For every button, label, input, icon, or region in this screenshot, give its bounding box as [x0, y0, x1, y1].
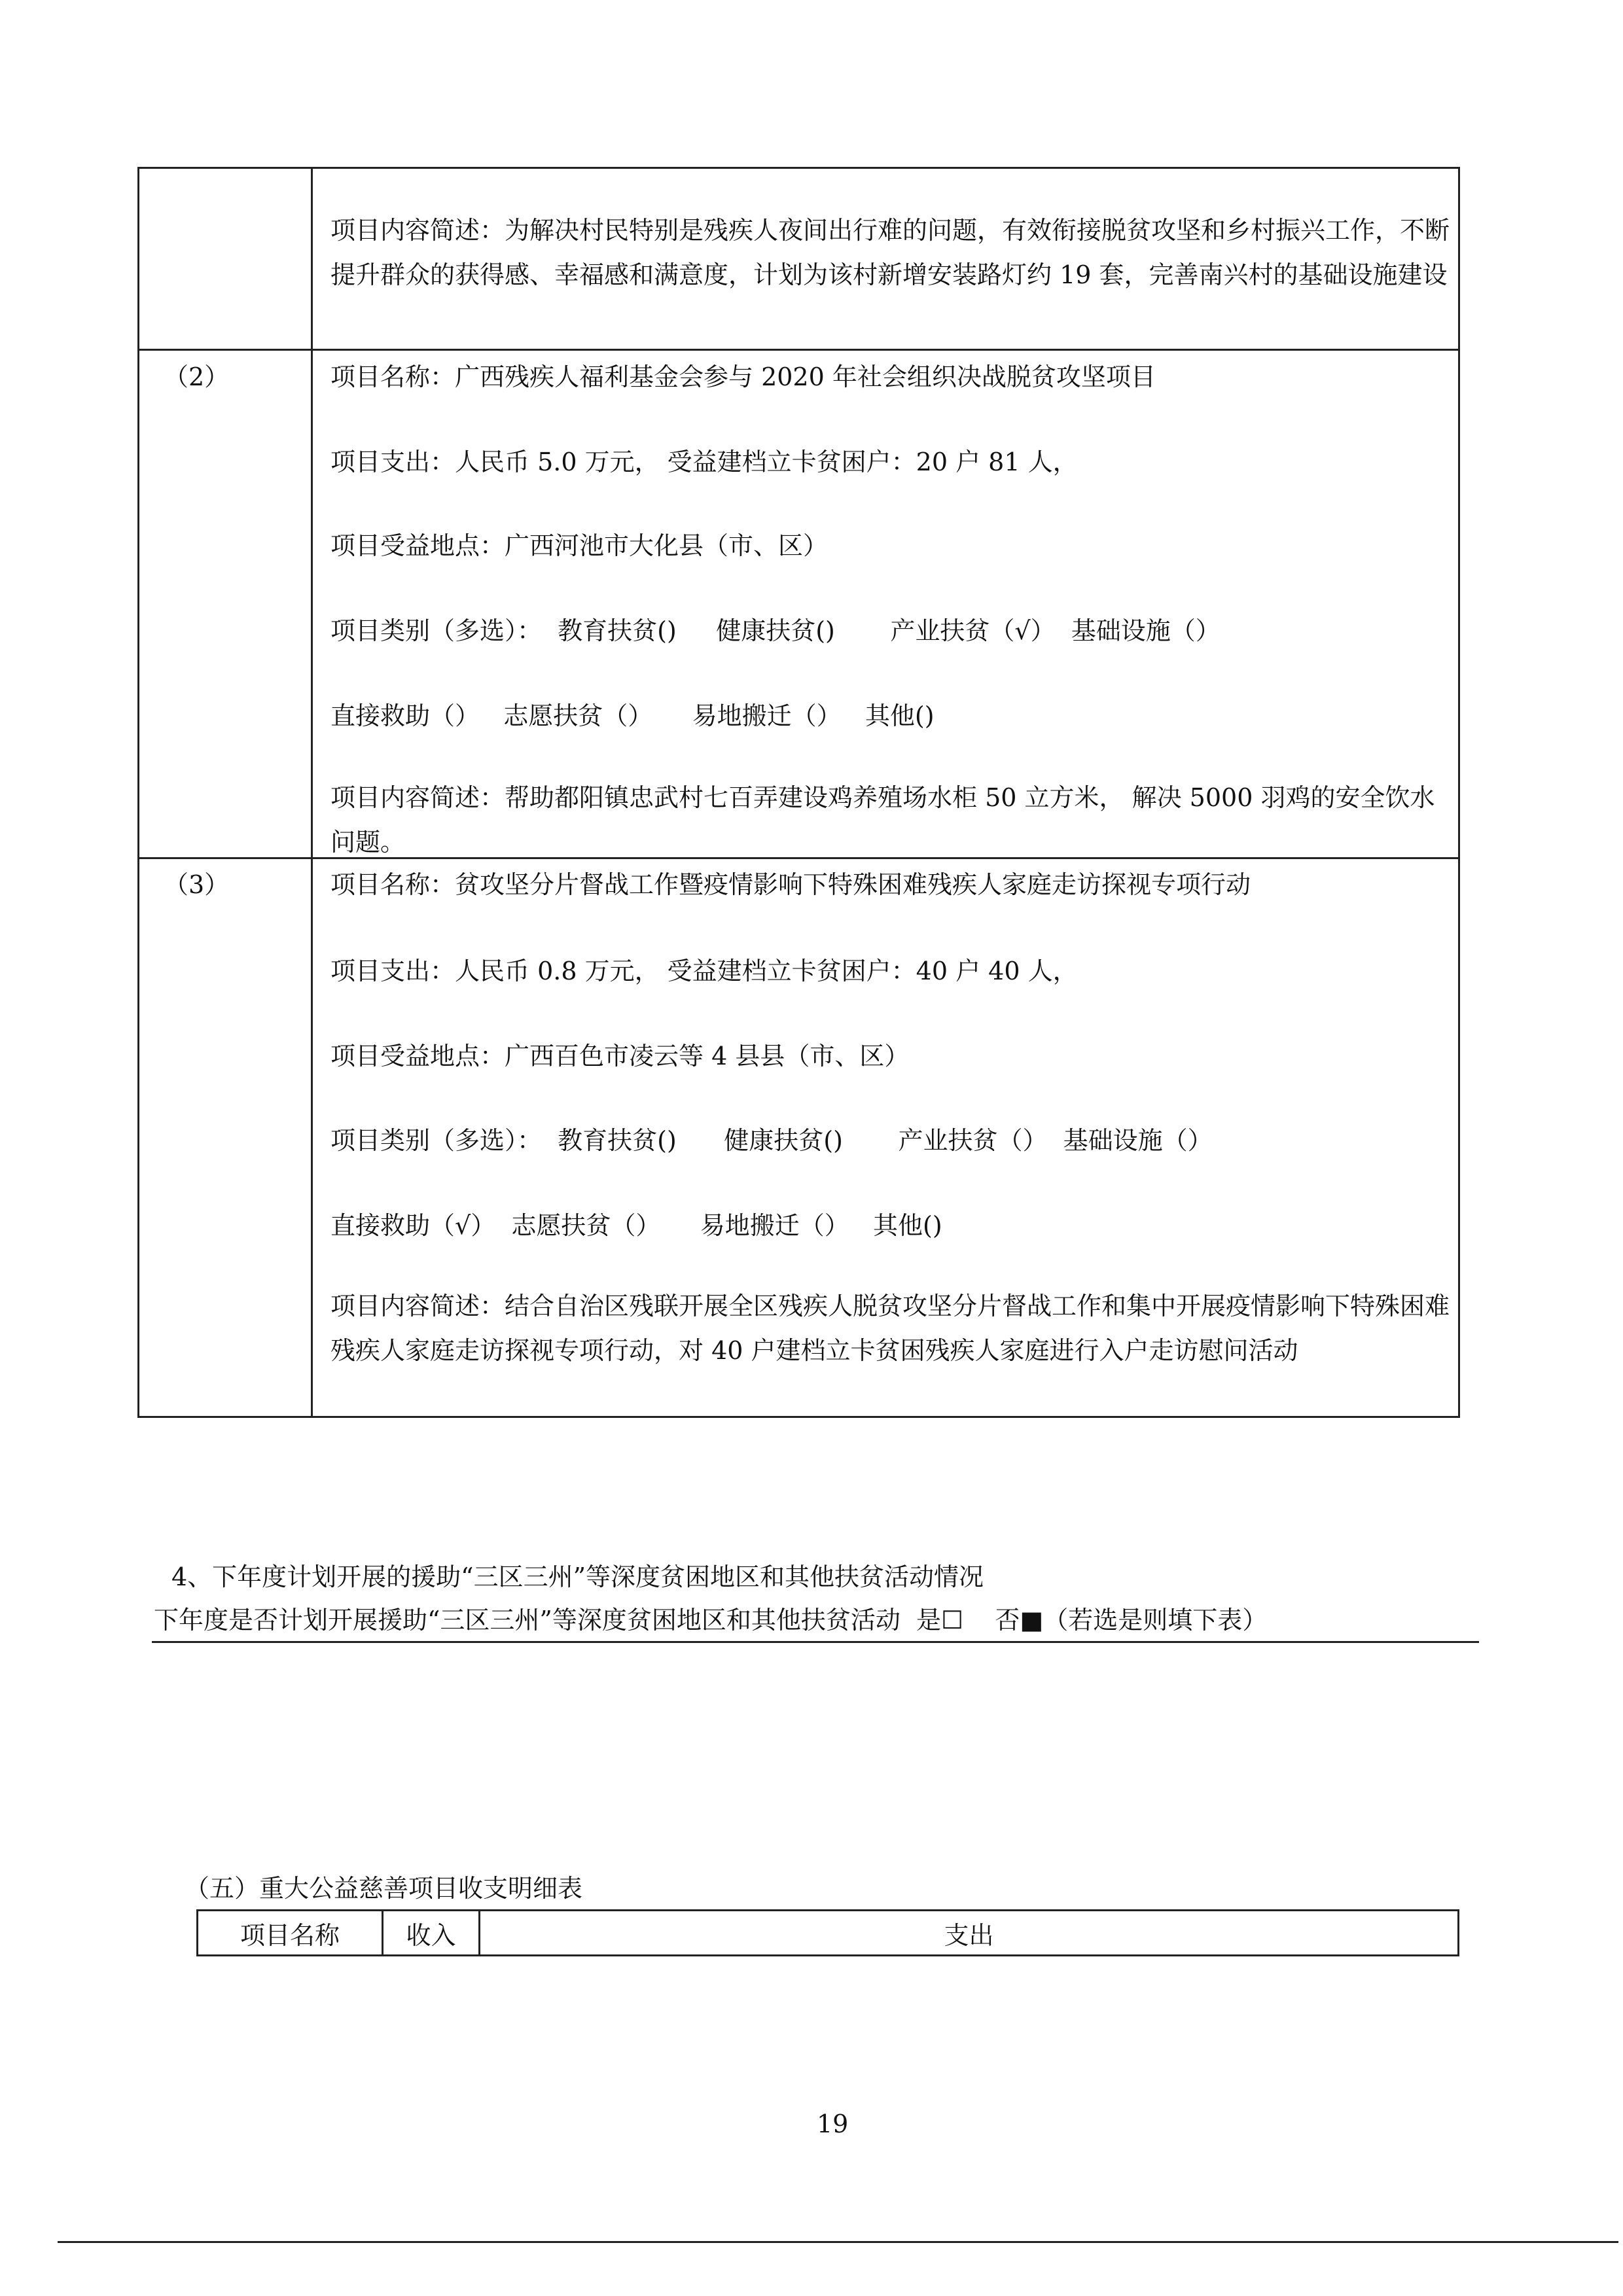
project2-category: 项目类别（多选）： 教育扶贫() 健康扶贫() 产业扶贫（√） 基础设施（）	[330, 616, 1221, 645]
section4-underline	[152, 1641, 1479, 1643]
project2-description: 项目内容简述：帮助都阳镇忠武村七百弄建设鸡养殖场水柜 50 立方米， 解决 5000 羽鸡的安全饮水问题。	[330, 783, 1435, 857]
table-left-border	[137, 167, 139, 1418]
project2-name: 项目名称：广西残疾人福利基金会参与 2020 年社会组织决战脱贫攻坚项目	[330, 362, 1156, 391]
section4-question: 下年度是否计划开展援助“三区三州”等深度贫困地区和其他扶贫活动 是☐ 否■（若选是则填下表）	[154, 1606, 1268, 1634]
table-top-border	[137, 167, 1460, 169]
table-divider	[311, 167, 313, 1418]
col-expense: 支出	[480, 1911, 1459, 1956]
project3-category-cont: 直接救助（√） 志愿扶贫（） 易地搬迁（） 其他()	[330, 1211, 942, 1240]
project2-spending: 项目支出：人民币 5.0 万元， 受益建档立卡贫困户：20 户 81 人，	[330, 448, 1078, 476]
project3-location: 项目受益地点：广西百色市凌云等 4 县县（市、区）	[330, 1042, 910, 1070]
page-number: 19	[817, 2110, 849, 2138]
project3-spending: 项目支出：人民币 0.8 万元， 受益建档立卡贫困户：40 户 40 人，	[330, 957, 1078, 985]
project3-description: 项目内容简述：结合自治区残联开展全区残疾人脱贫攻坚分片督战工作和集中开展疫情影响下特殊困难残疾人家庭走访探视专项行动，对 40 户建档立卡贫困残疾人家庭进行入户走访慰问活动	[330, 1292, 1450, 1365]
col-income: 收入	[383, 1911, 480, 1956]
table-right-border	[1458, 167, 1460, 1418]
project1-description: 项目内容简述：为解决村民特别是残疾人夜间出行难的问题，有效衔接脱贫攻坚和乡村振兴工作，不断提升群众的获得感、幸福感和满意度，计划为该村新增安装路灯约 19 套，完善南兴村的基础设施建设	[330, 216, 1450, 289]
table-header-row	[198, 1911, 1459, 1956]
footer-rule	[58, 2241, 1618, 2243]
section4-title: 4、下年度计划开展的援助“三区三州”等深度贫困地区和其他扶贫活动情况	[171, 1563, 984, 1591]
project2-category-cont: 直接救助（） 志愿扶贫（） 易地搬迁（） 其他()	[330, 701, 935, 730]
col-project-name: 项目名称	[198, 1911, 383, 1956]
project3-number: （3）	[164, 870, 230, 899]
table-bottom-border	[137, 1416, 1460, 1418]
project2-number: （2）	[164, 362, 230, 391]
project3-category: 项目类别（多选）： 教育扶贫() 健康扶贫() 产业扶贫（） 基础设施（）	[330, 1126, 1213, 1155]
income-expense-table	[196, 1909, 1459, 1956]
project2-location: 项目受益地点：广西河池市大化县（市、区）	[330, 531, 829, 560]
project3-name: 项目名称：贫攻坚分片督战工作暨疫情影响下特殊困难残疾人家庭走访探视专项行动	[330, 870, 1251, 899]
section5-title: （五）重大公益慈善项目收支明细表	[185, 1874, 583, 1903]
row-separator	[137, 349, 1460, 351]
